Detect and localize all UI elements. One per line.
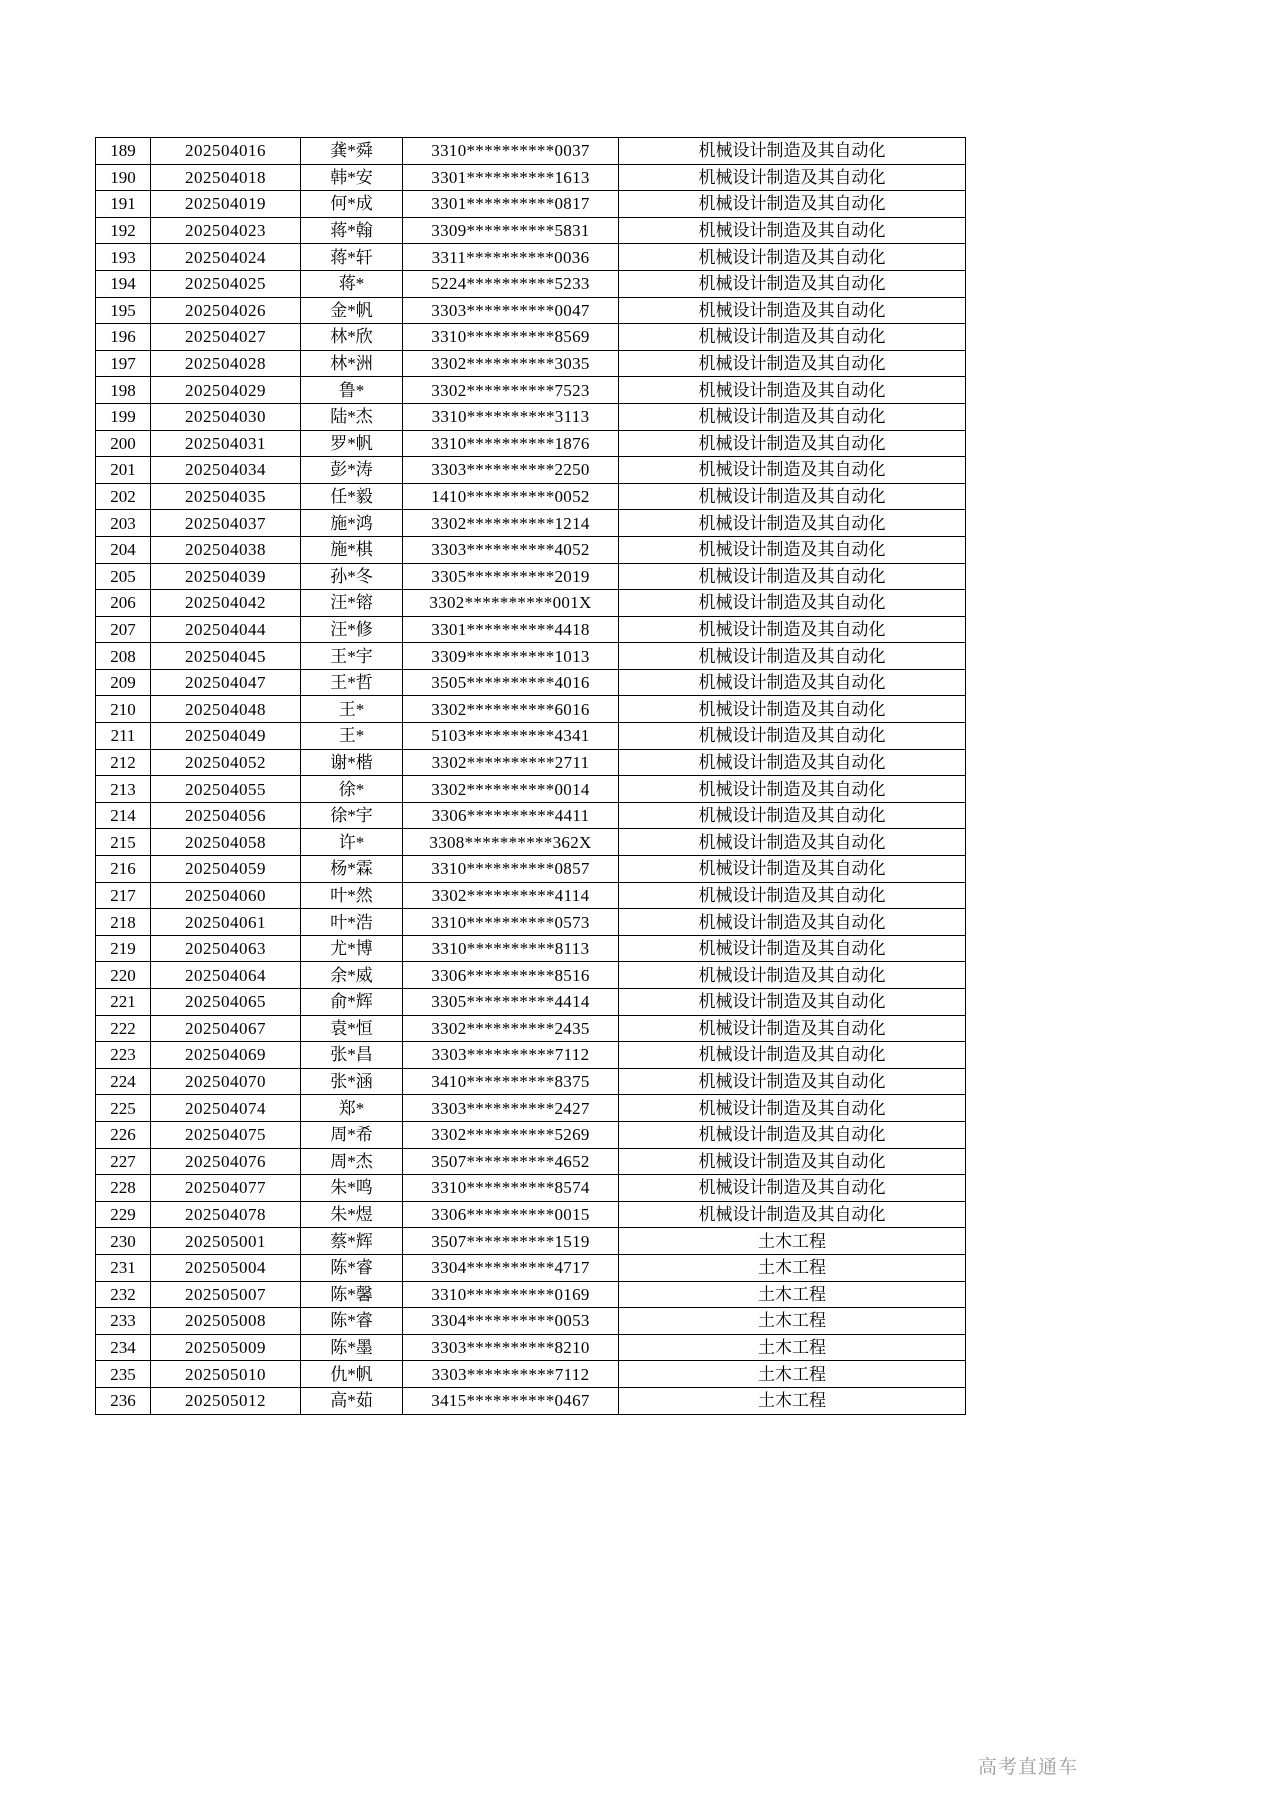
- student-name: 龚*舜: [301, 138, 403, 165]
- row-index: 200: [96, 430, 151, 457]
- major-name: 土木工程: [619, 1361, 966, 1388]
- major-name: 机械设计制造及其自动化: [619, 1042, 966, 1069]
- application-number: 202504030: [151, 403, 301, 430]
- student-name: 叶*然: [301, 882, 403, 909]
- id-number: 3310**********0857: [403, 856, 619, 883]
- row-index: 213: [96, 776, 151, 803]
- id-number: 3304**********0053: [403, 1308, 619, 1335]
- row-index: 195: [96, 297, 151, 324]
- student-name: 俞*辉: [301, 989, 403, 1016]
- table-row: [96, 723, 966, 750]
- id-number: 3303**********7112: [403, 1042, 619, 1069]
- application-number: 202504076: [151, 1148, 301, 1175]
- student-name: 鲁*: [301, 377, 403, 404]
- footer-watermark: 高考直通车: [977, 1757, 1078, 1778]
- table-row: [96, 1201, 966, 1228]
- id-number: 3305**********4414: [403, 989, 619, 1016]
- student-name: 韩*安: [301, 164, 403, 191]
- major-name: 机械设计制造及其自动化: [619, 457, 966, 484]
- student-name: 谢*楷: [301, 749, 403, 776]
- major-name: 机械设计制造及其自动化: [619, 217, 966, 244]
- student-name: 陈*睿: [301, 1254, 403, 1281]
- student-name: 汪*修: [301, 616, 403, 643]
- table-row: [96, 1148, 966, 1175]
- id-number: 3309**********5831: [403, 217, 619, 244]
- table-row: [96, 1228, 966, 1255]
- table-row: [96, 217, 966, 244]
- application-number: 202504029: [151, 377, 301, 404]
- row-index: 230: [96, 1228, 151, 1255]
- row-index: 196: [96, 324, 151, 351]
- student-name: 周*杰: [301, 1148, 403, 1175]
- row-index: 201: [96, 457, 151, 484]
- student-name: 高*茹: [301, 1387, 403, 1414]
- major-name: 机械设计制造及其自动化: [619, 403, 966, 430]
- student-name: 汪*镕: [301, 590, 403, 617]
- student-name: 何*成: [301, 191, 403, 218]
- major-name: 机械设计制造及其自动化: [619, 802, 966, 829]
- id-number: 3302**********001X: [403, 590, 619, 617]
- row-index: 192: [96, 217, 151, 244]
- major-name: 机械设计制造及其自动化: [619, 749, 966, 776]
- major-name: 土木工程: [619, 1387, 966, 1414]
- table-row: [96, 989, 966, 1016]
- student-name: 王*哲: [301, 669, 403, 696]
- major-name: 机械设计制造及其自动化: [619, 536, 966, 563]
- id-number: 3301**********4418: [403, 616, 619, 643]
- application-number: 202504039: [151, 563, 301, 590]
- application-number: 202504047: [151, 669, 301, 696]
- student-name: 陈*睿: [301, 1308, 403, 1335]
- major-name: 机械设计制造及其自动化: [619, 244, 966, 271]
- major-name: 机械设计制造及其自动化: [619, 616, 966, 643]
- major-name: 土木工程: [619, 1228, 966, 1255]
- major-name: 机械设计制造及其自动化: [619, 483, 966, 510]
- row-index: 217: [96, 882, 151, 909]
- table-row: [96, 749, 966, 776]
- application-number: 202504075: [151, 1121, 301, 1148]
- major-name: 机械设计制造及其自动化: [619, 856, 966, 883]
- major-name: 机械设计制造及其自动化: [619, 829, 966, 856]
- major-name: 机械设计制造及其自动化: [619, 324, 966, 351]
- student-name: 蒋*轩: [301, 244, 403, 271]
- row-index: 206: [96, 590, 151, 617]
- table-row: [96, 1095, 966, 1122]
- id-number: 3303**********8210: [403, 1334, 619, 1361]
- application-number: 202505007: [151, 1281, 301, 1308]
- major-name: 机械设计制造及其自动化: [619, 350, 966, 377]
- id-number: 3310**********0573: [403, 909, 619, 936]
- admission-list-table: [95, 137, 966, 1415]
- row-index: 215: [96, 829, 151, 856]
- row-index: 216: [96, 856, 151, 883]
- id-number: 5103**********4341: [403, 723, 619, 750]
- application-number: 202504031: [151, 430, 301, 457]
- student-name: 王*: [301, 723, 403, 750]
- application-number: 202504055: [151, 776, 301, 803]
- table-row: [96, 483, 966, 510]
- row-index: 198: [96, 377, 151, 404]
- row-index: 199: [96, 403, 151, 430]
- row-index: 204: [96, 536, 151, 563]
- student-name: 张*昌: [301, 1042, 403, 1069]
- application-number: 202504018: [151, 164, 301, 191]
- application-number: 202504035: [151, 483, 301, 510]
- application-number: 202504070: [151, 1068, 301, 1095]
- application-number: 202504042: [151, 590, 301, 617]
- row-index: 197: [96, 350, 151, 377]
- application-number: 202504067: [151, 1015, 301, 1042]
- table-row: [96, 430, 966, 457]
- table-row: [96, 669, 966, 696]
- application-number: 202505010: [151, 1361, 301, 1388]
- row-index: 234: [96, 1334, 151, 1361]
- row-index: 194: [96, 270, 151, 297]
- row-index: 208: [96, 643, 151, 670]
- student-name: 蒋*翰: [301, 217, 403, 244]
- id-number: 3310**********0037: [403, 138, 619, 165]
- row-index: 212: [96, 749, 151, 776]
- row-index: 222: [96, 1015, 151, 1042]
- student-name: 孙*冬: [301, 563, 403, 590]
- row-index: 218: [96, 909, 151, 936]
- id-number: 3303**********2250: [403, 457, 619, 484]
- application-number: 202504048: [151, 696, 301, 723]
- id-number: 3303**********0047: [403, 297, 619, 324]
- id-number: 3306**********0015: [403, 1201, 619, 1228]
- table-row: [96, 324, 966, 351]
- row-index: 214: [96, 802, 151, 829]
- table-row: [96, 616, 966, 643]
- id-number: 3303**********7112: [403, 1361, 619, 1388]
- application-number: 202504060: [151, 882, 301, 909]
- table-row: [96, 829, 966, 856]
- major-name: 机械设计制造及其自动化: [619, 1201, 966, 1228]
- row-index: 203: [96, 510, 151, 537]
- major-name: 机械设计制造及其自动化: [619, 1068, 966, 1095]
- id-number: 3302**********7523: [403, 377, 619, 404]
- table-row: [96, 1015, 966, 1042]
- id-number: 3310**********8569: [403, 324, 619, 351]
- table-row: [96, 1308, 966, 1335]
- table-row: [96, 270, 966, 297]
- major-name: 土木工程: [619, 1334, 966, 1361]
- application-number: 202504059: [151, 856, 301, 883]
- major-name: 机械设计制造及其自动化: [619, 270, 966, 297]
- table-row: [96, 377, 966, 404]
- row-index: 190: [96, 164, 151, 191]
- table-row: [96, 563, 966, 590]
- table-row: [96, 776, 966, 803]
- major-name: 机械设计制造及其自动化: [619, 510, 966, 537]
- application-number: 202504049: [151, 723, 301, 750]
- id-number: 3310**********8113: [403, 935, 619, 962]
- major-name: 机械设计制造及其自动化: [619, 935, 966, 962]
- table-row: [96, 1254, 966, 1281]
- major-name: 机械设计制造及其自动化: [619, 164, 966, 191]
- id-number: 3308**********362X: [403, 829, 619, 856]
- student-name: 任*毅: [301, 483, 403, 510]
- id-number: 3310**********3113: [403, 403, 619, 430]
- student-name: 许*: [301, 829, 403, 856]
- row-index: 233: [96, 1308, 151, 1335]
- application-number: 202504044: [151, 616, 301, 643]
- major-name: 机械设计制造及其自动化: [619, 1175, 966, 1202]
- id-number: 3310**********8574: [403, 1175, 619, 1202]
- row-index: 205: [96, 563, 151, 590]
- table-row: [96, 244, 966, 271]
- major-name: 机械设计制造及其自动化: [619, 377, 966, 404]
- id-number: 3303**********4052: [403, 536, 619, 563]
- student-name: 林*欣: [301, 324, 403, 351]
- student-name: 陈*墨: [301, 1334, 403, 1361]
- id-number: 3302**********5269: [403, 1121, 619, 1148]
- student-name: 林*洲: [301, 350, 403, 377]
- row-index: 235: [96, 1361, 151, 1388]
- row-index: 221: [96, 989, 151, 1016]
- major-name: 机械设计制造及其自动化: [619, 962, 966, 989]
- application-number: 202504025: [151, 270, 301, 297]
- row-index: 210: [96, 696, 151, 723]
- major-name: 土木工程: [619, 1308, 966, 1335]
- table-row: [96, 457, 966, 484]
- table-row: [96, 138, 966, 165]
- table-row: [96, 164, 966, 191]
- application-number: 202504069: [151, 1042, 301, 1069]
- table-row: [96, 696, 966, 723]
- row-index: 223: [96, 1042, 151, 1069]
- student-name: 徐*宇: [301, 802, 403, 829]
- row-index: 209: [96, 669, 151, 696]
- table-row: [96, 643, 966, 670]
- table-row: [96, 350, 966, 377]
- student-name: 陈*馨: [301, 1281, 403, 1308]
- id-number: 3310**********1876: [403, 430, 619, 457]
- major-name: 机械设计制造及其自动化: [619, 989, 966, 1016]
- student-name: 施*棋: [301, 536, 403, 563]
- student-name: 张*涵: [301, 1068, 403, 1095]
- id-number: 5224**********5233: [403, 270, 619, 297]
- id-number: 3301**********0817: [403, 191, 619, 218]
- application-number: 202504019: [151, 191, 301, 218]
- application-number: 202504038: [151, 536, 301, 563]
- id-number: 3309**********1013: [403, 643, 619, 670]
- major-name: 机械设计制造及其自动化: [619, 563, 966, 590]
- application-number: 202504056: [151, 802, 301, 829]
- id-number: 1410**********0052: [403, 483, 619, 510]
- row-index: 232: [96, 1281, 151, 1308]
- student-name: 蒋*: [301, 270, 403, 297]
- student-name: 蔡*辉: [301, 1228, 403, 1255]
- application-number: 202504078: [151, 1201, 301, 1228]
- table-row: [96, 1387, 966, 1414]
- table-row: [96, 1334, 966, 1361]
- row-index: 229: [96, 1201, 151, 1228]
- row-index: 211: [96, 723, 151, 750]
- id-number: 3306**********8516: [403, 962, 619, 989]
- row-index: 236: [96, 1387, 151, 1414]
- application-number: 202504077: [151, 1175, 301, 1202]
- table-row: [96, 1121, 966, 1148]
- id-number: 3310**********0169: [403, 1281, 619, 1308]
- student-name: 徐*: [301, 776, 403, 803]
- major-name: 土木工程: [619, 1254, 966, 1281]
- row-index: 228: [96, 1175, 151, 1202]
- row-index: 189: [96, 138, 151, 165]
- student-name: 罗*帆: [301, 430, 403, 457]
- row-index: 225: [96, 1095, 151, 1122]
- id-number: 3301**********1613: [403, 164, 619, 191]
- table-row: [96, 191, 966, 218]
- table-row: [96, 935, 966, 962]
- student-name: 金*帆: [301, 297, 403, 324]
- application-number: 202505009: [151, 1334, 301, 1361]
- major-name: 机械设计制造及其自动化: [619, 882, 966, 909]
- major-name: 机械设计制造及其自动化: [619, 430, 966, 457]
- major-name: 机械设计制造及其自动化: [619, 909, 966, 936]
- application-number: 202504024: [151, 244, 301, 271]
- id-number: 3302**********2435: [403, 1015, 619, 1042]
- id-number: 3311**********0036: [403, 244, 619, 271]
- major-name: 机械设计制造及其自动化: [619, 138, 966, 165]
- table-row: [96, 882, 966, 909]
- row-index: 191: [96, 191, 151, 218]
- id-number: 3507**********1519: [403, 1228, 619, 1255]
- major-name: 机械设计制造及其自动化: [619, 590, 966, 617]
- id-number: 3302**********0014: [403, 776, 619, 803]
- application-number: 202505008: [151, 1308, 301, 1335]
- row-index: 224: [96, 1068, 151, 1095]
- application-number: 202504065: [151, 989, 301, 1016]
- student-name: 王*宇: [301, 643, 403, 670]
- student-name: 朱*鸣: [301, 1175, 403, 1202]
- id-number: 3410**********8375: [403, 1068, 619, 1095]
- application-number: 202505012: [151, 1387, 301, 1414]
- table-row: [96, 1361, 966, 1388]
- major-name: 机械设计制造及其自动化: [619, 1121, 966, 1148]
- major-name: 机械设计制造及其自动化: [619, 1148, 966, 1175]
- application-number: 202504052: [151, 749, 301, 776]
- admission-list-body: [96, 138, 966, 1415]
- id-number: 3507**********4652: [403, 1148, 619, 1175]
- row-index: 219: [96, 935, 151, 962]
- id-number: 3302**********4114: [403, 882, 619, 909]
- table-row: [96, 510, 966, 537]
- major-name: 机械设计制造及其自动化: [619, 1095, 966, 1122]
- id-number: 3305**********2019: [403, 563, 619, 590]
- application-number: 202504064: [151, 962, 301, 989]
- application-number: 202504061: [151, 909, 301, 936]
- id-number: 3303**********2427: [403, 1095, 619, 1122]
- application-number: 202504016: [151, 138, 301, 165]
- row-index: 202: [96, 483, 151, 510]
- table-row: [96, 1281, 966, 1308]
- id-number: 3415**********0467: [403, 1387, 619, 1414]
- student-name: 朱*煜: [301, 1201, 403, 1228]
- application-number: 202504028: [151, 350, 301, 377]
- id-number: 3302**********1214: [403, 510, 619, 537]
- application-number: 202505001: [151, 1228, 301, 1255]
- table-row: [96, 1042, 966, 1069]
- student-name: 袁*恒: [301, 1015, 403, 1042]
- table-row: [96, 802, 966, 829]
- row-index: 220: [96, 962, 151, 989]
- id-number: 3302**********3035: [403, 350, 619, 377]
- application-number: 202505004: [151, 1254, 301, 1281]
- row-index: 193: [96, 244, 151, 271]
- student-name: 彭*涛: [301, 457, 403, 484]
- table-row: [96, 297, 966, 324]
- student-name: 余*威: [301, 962, 403, 989]
- student-name: 郑*: [301, 1095, 403, 1122]
- major-name: 机械设计制造及其自动化: [619, 696, 966, 723]
- application-number: 202504058: [151, 829, 301, 856]
- student-name: 叶*浩: [301, 909, 403, 936]
- id-number: 3302**********2711: [403, 749, 619, 776]
- major-name: 机械设计制造及其自动化: [619, 1015, 966, 1042]
- major-name: 机械设计制造及其自动化: [619, 776, 966, 803]
- application-number: 202504045: [151, 643, 301, 670]
- table-row: [96, 909, 966, 936]
- major-name: 机械设计制造及其自动化: [619, 643, 966, 670]
- student-name: 仇*帆: [301, 1361, 403, 1388]
- table-row: [96, 403, 966, 430]
- application-number: 202504074: [151, 1095, 301, 1122]
- student-name: 杨*霖: [301, 856, 403, 883]
- row-index: 231: [96, 1254, 151, 1281]
- id-number: 3304**********4717: [403, 1254, 619, 1281]
- major-name: 机械设计制造及其自动化: [619, 297, 966, 324]
- table-row: [96, 962, 966, 989]
- application-number: 202504037: [151, 510, 301, 537]
- id-number: 3505**********4016: [403, 669, 619, 696]
- row-index: 226: [96, 1121, 151, 1148]
- student-name: 施*鸿: [301, 510, 403, 537]
- application-number: 202504027: [151, 324, 301, 351]
- table-row: [96, 856, 966, 883]
- student-name: 尤*博: [301, 935, 403, 962]
- id-number: 3302**********6016: [403, 696, 619, 723]
- student-name: 王*: [301, 696, 403, 723]
- student-name: 周*希: [301, 1121, 403, 1148]
- application-number: 202504063: [151, 935, 301, 962]
- id-number: 3306**********4411: [403, 802, 619, 829]
- application-number: 202504023: [151, 217, 301, 244]
- application-number: 202504034: [151, 457, 301, 484]
- row-index: 227: [96, 1148, 151, 1175]
- major-name: 机械设计制造及其自动化: [619, 191, 966, 218]
- major-name: 机械设计制造及其自动化: [619, 723, 966, 750]
- student-name: 陆*杰: [301, 403, 403, 430]
- major-name: 机械设计制造及其自动化: [619, 669, 966, 696]
- table-row: [96, 590, 966, 617]
- row-index: 207: [96, 616, 151, 643]
- table-row: [96, 536, 966, 563]
- major-name: 土木工程: [619, 1281, 966, 1308]
- table-row: [96, 1175, 966, 1202]
- application-number: 202504026: [151, 297, 301, 324]
- table-row: [96, 1068, 966, 1095]
